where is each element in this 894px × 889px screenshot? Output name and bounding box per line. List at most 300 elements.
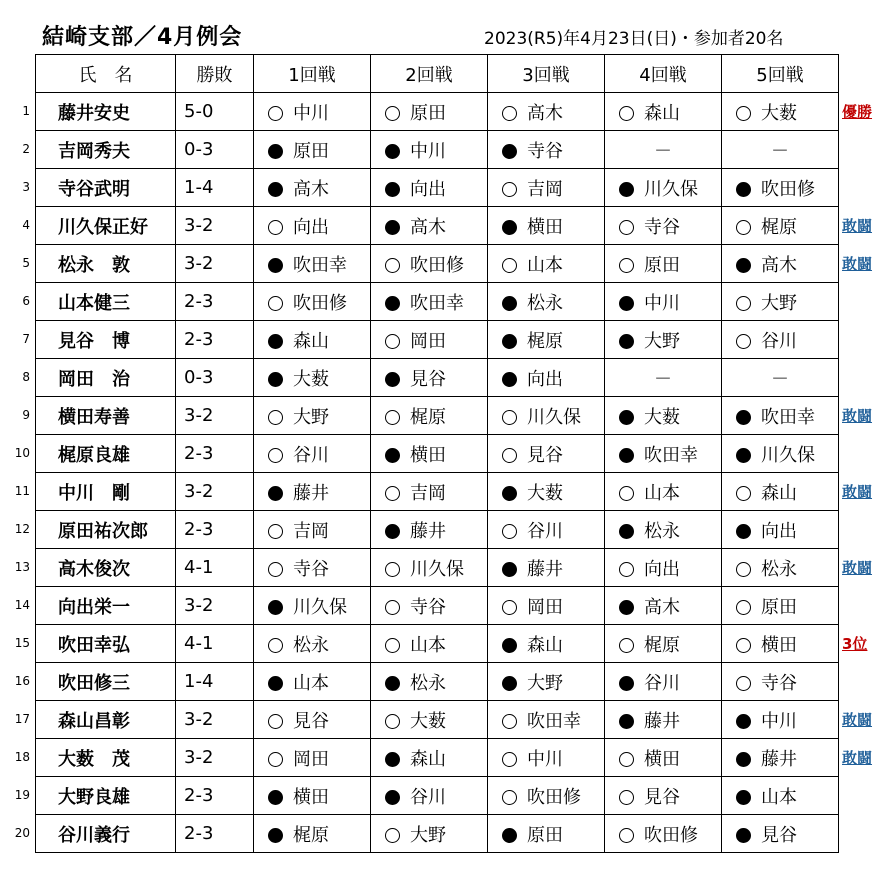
loss-circle-icon [385,144,400,159]
row-number: 15 [14,636,30,650]
round-4-result [605,435,722,473]
round-5-result [722,397,839,435]
round-2-result [371,815,488,853]
opponent-name: 吉岡 [527,178,563,200]
opponent-name: 吹田修 [644,824,698,846]
opponent-name: 森山 [761,482,797,504]
loss-circle-icon [268,828,283,843]
loss-circle-icon [736,448,751,463]
player-name: 山本健三 [36,283,176,321]
table-row [36,511,839,549]
loss-circle-icon [619,600,634,615]
opponent-name: 吹田修 [410,254,464,276]
round-4-result [605,587,722,625]
win-circle-icon [385,600,400,615]
table-row [36,625,839,663]
round-5-result [722,245,839,283]
opponent-name: 森山 [410,748,446,770]
player-name: 岡田 治 [36,359,176,397]
win-circle-icon [385,828,400,843]
round-5-result [722,473,839,511]
opponent-name: 大薮 [644,406,680,428]
round-4-result [605,511,722,549]
loss-circle-icon [268,600,283,615]
player-name: 藤井安史 [36,93,176,131]
round-4-result [605,131,722,169]
header-round-3: 3回戦 [488,55,605,93]
opponent-name: 梶原 [644,634,680,656]
row-number: 3 [22,180,30,194]
opponent-name: 向出 [761,520,797,542]
win-circle-icon [502,524,517,539]
table-row [36,587,839,625]
round-1-result [254,245,371,283]
opponent-name: 寺谷 [527,140,563,162]
opponent-name: 吹田修 [761,178,815,200]
row-number: 8 [22,370,30,384]
round-5-result [722,93,839,131]
table-row [36,435,839,473]
win-loss-record: 4-1 [176,625,254,663]
round-2-result [371,587,488,625]
opponent-name: 吹田幸 [527,710,581,732]
opponent-name: 藤井 [644,710,680,732]
round-4-result [605,815,722,853]
round-2-result [371,359,488,397]
opponent-name: 梶原 [761,216,797,238]
round-5-result [722,359,839,397]
opponent-name: 寺谷 [410,596,446,618]
round-3-result [488,815,605,853]
round-1-result [254,663,371,701]
round-2-result [371,435,488,473]
row-number: 11 [14,484,30,498]
opponent-name: － [771,140,789,162]
round-3-result [488,663,605,701]
loss-circle-icon [385,296,400,311]
opponent-name: 高木 [644,596,680,618]
opponent-name: 高木 [293,178,329,200]
row-number: 2 [22,142,30,156]
opponent-name: 横田 [293,786,329,808]
round-1-result [254,435,371,473]
win-circle-icon [502,600,517,615]
opponent-name: 大野 [761,292,797,314]
loss-circle-icon [268,182,283,197]
round-1-result [254,777,371,815]
opponent-name: 大薮 [410,710,446,732]
round-4-result [605,283,722,321]
row-number: 6 [22,294,30,308]
results-table [35,54,839,853]
win-loss-record: 2-3 [176,283,254,321]
player-name: 高木俊次 [36,549,176,587]
loss-circle-icon [736,790,751,805]
loss-circle-icon [502,220,517,235]
win-loss-record: 0-3 [176,359,254,397]
player-name: 川久保正好 [36,207,176,245]
opponent-name: 藤井 [527,558,563,580]
loss-circle-icon [385,524,400,539]
loss-circle-icon [736,524,751,539]
round-3-result [488,169,605,207]
header-score: 勝敗 [176,55,254,93]
win-circle-icon [619,790,634,805]
round-4-result [605,549,722,587]
loss-circle-icon [502,334,517,349]
player-name: 吹田修三 [36,663,176,701]
round-4-result [605,777,722,815]
win-circle-icon [502,258,517,273]
header-row [36,55,839,93]
opponent-name: 岡田 [410,330,446,352]
header-round-1: 1回戦 [254,55,371,93]
win-circle-icon [736,562,751,577]
page-title: 結崎支部／4月例会 [42,25,243,50]
win-circle-icon [619,258,634,273]
opponent-name: 藤井 [293,482,329,504]
win-loss-record: 1-4 [176,663,254,701]
win-loss-record: 3-2 [176,701,254,739]
win-circle-icon [736,676,751,691]
opponent-name: 川久保 [761,444,815,466]
win-circle-icon [619,752,634,767]
round-1-result [254,93,371,131]
opponent-name: 向出 [527,368,563,390]
row-number: 10 [14,446,30,460]
opponent-name: 松永 [293,634,329,656]
round-5-result [722,777,839,815]
loss-circle-icon [385,790,400,805]
player-name: 松永 敦 [36,245,176,283]
round-5-result [722,511,839,549]
win-circle-icon [736,106,751,121]
round-5-result [722,701,839,739]
round-2-result [371,131,488,169]
loss-circle-icon [385,448,400,463]
loss-circle-icon [502,562,517,577]
player-name: 吹田幸弘 [36,625,176,663]
opponent-name: 松永 [761,558,797,580]
table-row [36,777,839,815]
round-1-result [254,473,371,511]
loss-circle-icon [736,258,751,273]
opponent-name: 大野 [527,672,563,694]
row-number: 16 [14,674,30,688]
player-name: 寺谷武明 [36,169,176,207]
win-loss-record: 5-0 [176,93,254,131]
award-label: 敢闘 [842,217,873,235]
round-1-result [254,207,371,245]
round-1-result [254,739,371,777]
win-circle-icon [619,106,634,121]
win-circle-icon [268,714,283,729]
round-2-result [371,283,488,321]
loss-circle-icon [619,714,634,729]
table-row [36,549,839,587]
win-circle-icon [502,448,517,463]
win-loss-record: 3-2 [176,207,254,245]
opponent-name: 吹田修 [293,292,347,314]
round-3-result [488,473,605,511]
loss-circle-icon [619,410,634,425]
round-1-result [254,587,371,625]
win-circle-icon [385,258,400,273]
round-3-result [488,245,605,283]
player-name: 吉岡秀夫 [36,131,176,169]
round-5-result [722,207,839,245]
round-2-result [371,473,488,511]
round-4-result [605,93,722,131]
opponent-name: 向出 [410,178,446,200]
opponent-name: 吹田幸 [761,406,815,428]
win-circle-icon [385,638,400,653]
player-name: 中川 剛 [36,473,176,511]
loss-circle-icon [619,448,634,463]
loss-circle-icon [502,372,517,387]
opponent-name: 川久保 [410,558,464,580]
win-circle-icon [385,714,400,729]
win-loss-record: 3-2 [176,397,254,435]
opponent-name: 川久保 [293,596,347,618]
opponent-name: 松永 [644,520,680,542]
round-5-result [722,131,839,169]
win-loss-record: 3-2 [176,473,254,511]
header-round-5: 5回戦 [722,55,839,93]
round-5-result [722,587,839,625]
win-circle-icon [268,562,283,577]
round-3-result [488,93,605,131]
table-row [36,321,839,359]
opponent-name: 谷川 [644,672,680,694]
round-2-result [371,777,488,815]
round-5-result [722,815,839,853]
opponent-name: 寺谷 [293,558,329,580]
opponent-name: 梶原 [527,330,563,352]
header-name: 氏 名 [36,55,176,93]
opponent-name: 中川 [293,102,329,124]
loss-circle-icon [736,714,751,729]
table-row [36,359,839,397]
loss-circle-icon [502,486,517,501]
round-5-result [722,625,839,663]
round-1-result [254,169,371,207]
round-5-result [722,283,839,321]
round-1-result [254,625,371,663]
loss-circle-icon [385,752,400,767]
loss-circle-icon [268,144,283,159]
event-info: 2023(R5)年4月23日(日)・参加者20名 [484,29,784,49]
award-label: 3位 [842,635,868,653]
round-2-result [371,701,488,739]
table-row [36,207,839,245]
win-circle-icon [502,410,517,425]
win-circle-icon [502,182,517,197]
opponent-name: 川久保 [644,178,698,200]
win-loss-record: 3-2 [176,587,254,625]
table-row [36,663,839,701]
opponent-name: 中川 [410,140,446,162]
opponent-name: 川久保 [527,406,581,428]
row-number: 7 [22,332,30,346]
round-1-result [254,549,371,587]
win-circle-icon [619,638,634,653]
opponent-name: 谷川 [293,444,329,466]
loss-circle-icon [385,220,400,235]
opponent-name: 山本 [761,786,797,808]
award-label: 優勝 [842,103,873,121]
opponent-name: 見谷 [761,824,797,846]
opponent-name: 岡田 [527,596,563,618]
loss-circle-icon [736,410,751,425]
opponent-name: 大薮 [527,482,563,504]
round-4-result [605,473,722,511]
loss-circle-icon [502,144,517,159]
round-1-result [254,321,371,359]
round-5-result [722,321,839,359]
win-circle-icon [619,220,634,235]
round-2-result [371,397,488,435]
win-circle-icon [268,296,283,311]
award-label: 敢闘 [842,407,873,425]
win-circle-icon [736,296,751,311]
win-loss-record: 2-3 [176,511,254,549]
round-3-result [488,359,605,397]
player-name: 大薮 茂 [36,739,176,777]
loss-circle-icon [736,182,751,197]
win-circle-icon [385,486,400,501]
table-row [36,245,839,283]
table-row [36,815,839,853]
win-loss-record: 1-4 [176,169,254,207]
round-1-result [254,511,371,549]
opponent-name: 岡田 [293,748,329,770]
opponent-name: 吹田幸 [644,444,698,466]
round-1-result [254,131,371,169]
round-3-result [488,777,605,815]
player-name: 森山昌彰 [36,701,176,739]
round-2-result [371,245,488,283]
opponent-name: 吉岡 [410,482,446,504]
row-number: 20 [14,826,30,840]
award-label: 敢闘 [842,255,873,273]
loss-circle-icon [268,790,283,805]
row-number: 18 [14,750,30,764]
win-loss-record: 0-3 [176,131,254,169]
loss-circle-icon [268,676,283,691]
row-number: 4 [22,218,30,232]
round-1-result [254,815,371,853]
round-2-result [371,169,488,207]
opponent-name: 見谷 [644,786,680,808]
opponent-name: 松永 [410,672,446,694]
round-4-result [605,663,722,701]
opponent-name: 見谷 [293,710,329,732]
round-2-result [371,321,488,359]
round-3-result [488,625,605,663]
round-3-result [488,131,605,169]
round-5-result [722,739,839,777]
loss-circle-icon [268,486,283,501]
round-1-result [254,701,371,739]
table-row [36,701,839,739]
win-loss-record: 2-3 [176,321,254,359]
win-loss-record: 3-2 [176,245,254,283]
loss-circle-icon [268,258,283,273]
win-circle-icon [268,220,283,235]
table-row [36,283,839,321]
loss-circle-icon [619,296,634,311]
win-circle-icon [736,600,751,615]
loss-circle-icon [619,524,634,539]
win-circle-icon [619,562,634,577]
round-3-result [488,587,605,625]
round-3-result [488,511,605,549]
opponent-name: 藤井 [761,748,797,770]
opponent-name: 森山 [527,634,563,656]
round-5-result [722,435,839,473]
win-circle-icon [268,752,283,767]
round-2-result [371,663,488,701]
opponent-name: 吉岡 [293,520,329,542]
table-row [36,131,839,169]
round-4-result [605,359,722,397]
row-number: 14 [14,598,30,612]
win-circle-icon [502,714,517,729]
opponent-name: 森山 [644,102,680,124]
opponent-name: 原田 [644,254,680,276]
opponent-name: 大野 [293,406,329,428]
opponent-name: 原田 [293,140,329,162]
opponent-name: 吹田幸 [410,292,464,314]
round-4-result [605,397,722,435]
win-circle-icon [502,752,517,767]
opponent-name: 谷川 [761,330,797,352]
win-loss-record: 4-1 [176,549,254,587]
loss-circle-icon [385,676,400,691]
round-2-result [371,207,488,245]
opponent-name: 横田 [527,216,563,238]
opponent-name: 向出 [644,558,680,580]
win-circle-icon [385,106,400,121]
opponent-name: 松永 [527,292,563,314]
round-2-result [371,625,488,663]
round-3-result [488,283,605,321]
opponent-name: 原田 [761,596,797,618]
award-label: 敢闘 [842,483,873,501]
player-name: 横田寿善 [36,397,176,435]
loss-circle-icon [502,638,517,653]
round-5-result [722,549,839,587]
win-circle-icon [736,638,751,653]
row-number: 19 [14,788,30,802]
player-name: 原田祐次郎 [36,511,176,549]
opponent-name: 見谷 [410,368,446,390]
win-circle-icon [736,220,751,235]
loss-circle-icon [736,752,751,767]
loss-circle-icon [268,334,283,349]
opponent-name: 向出 [293,216,329,238]
win-circle-icon [736,486,751,501]
win-circle-icon [385,562,400,577]
opponent-name: 中川 [644,292,680,314]
player-name: 谷川義行 [36,815,176,853]
table-row [36,397,839,435]
win-circle-icon [619,486,634,501]
loss-circle-icon [619,334,634,349]
table-row [36,473,839,511]
round-1-result [254,283,371,321]
